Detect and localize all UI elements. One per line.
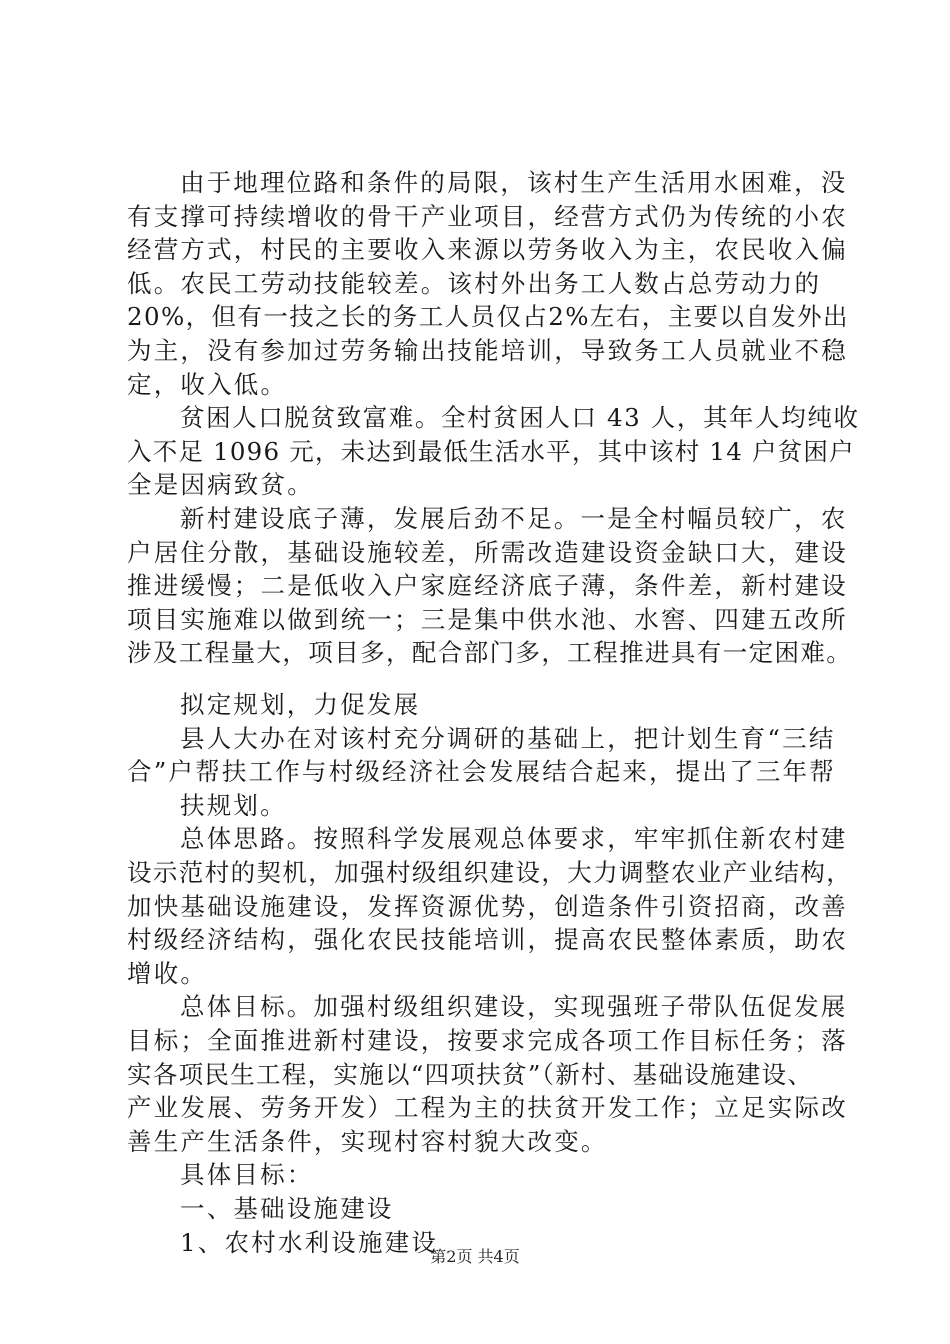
list-item: 一、基础设施建设 bbox=[180, 1194, 394, 1223]
paragraph-line: 20%，但有一技之长的务工人员仅占2%左右，主要以自发外出 bbox=[127, 302, 849, 331]
paragraph-line: 推进缓慢；二是低收入户家庭经济底子薄，条件差，新村建设 bbox=[127, 571, 848, 600]
paragraph-line: 扶规划。 bbox=[180, 791, 287, 820]
paragraph-line: 目标；全面推进新村建设，按要求完成各项工作目标任务；落 bbox=[127, 1026, 848, 1055]
paragraph-line: 善生产生活条件，实现村容村貌大改变。 bbox=[127, 1127, 608, 1156]
paragraph-line: 县人大办在对该村充分调研的基础上，把计划生育“三结 bbox=[180, 724, 836, 753]
list-item: 1、农村水利设施建设 bbox=[180, 1228, 439, 1257]
paragraph-line: 总体思路。按照科学发展观总体要求，牢牢抓住新农村建 bbox=[180, 824, 848, 853]
paragraph-line: 户居住分散，基础设施较差，所需改造建设资金缺口大，建设 bbox=[127, 538, 848, 567]
paragraph-line: 村级经济结构，强化农民技能培训，提高农民整体素质，助农 bbox=[127, 925, 848, 954]
paragraph-line: 全是因病致贫。 bbox=[127, 470, 314, 499]
paragraph-line: 入不足 1096 元，未达到最低生活水平，其中该村 14 户贫困户 bbox=[127, 437, 855, 466]
paragraph-line: 加快基础设施建设，发挥资源优势，创造条件引资招商，改善 bbox=[127, 892, 848, 921]
paragraph-line: 低。农民工劳动技能较差。该村外出务工人数占总劳动力的 bbox=[127, 269, 822, 298]
paragraph-line: 总体目标。加强村级组织建设，实现强班子带队伍促发展 bbox=[180, 992, 848, 1021]
paragraph-line: 产业发展、劳务开发）工程为主的扶贫开发工作；立足实际改 bbox=[127, 1093, 848, 1122]
paragraph-line: 实各项民生工程，实施以“四项扶贫”（新村、基础设施建设、 bbox=[127, 1060, 814, 1089]
section-heading: 拟定规划，力促发展 bbox=[180, 690, 421, 719]
paragraph-line: 项目实施难以做到统一；三是集中供水池、水窖、四建五改所 bbox=[127, 605, 848, 634]
paragraph-line: 增收。 bbox=[127, 959, 208, 988]
page-number: 第2页 共4页 bbox=[430, 1247, 520, 1266]
paragraph-line: 由于地理位路和条件的局限，该村生产生活用水困难，没 bbox=[180, 168, 848, 197]
paragraph-line: 经营方式，村民的主要收入来源以劳务收入为主，农民收入偏 bbox=[127, 235, 848, 264]
paragraph-line: 设示范村的契机，加强村级组织建设，大力调整农业产业结构， bbox=[127, 858, 853, 887]
paragraph-line: 有支撑可持续增收的骨干产业项目，经营方式仍为传统的小农 bbox=[127, 202, 848, 231]
paragraph-line: 涉及工程量大，项目多，配合部门多，工程推进具有一定困难。 bbox=[127, 638, 853, 667]
paragraph-line: 定，收入低。 bbox=[127, 370, 288, 399]
paragraph-line: 贫困人口脱贫致富难。全村贫困人口 43 人，其年人均纯收 bbox=[180, 403, 860, 432]
paragraph-line: 合”户帮扶工作与村级经济社会发展结合起来，提出了三年帮 bbox=[127, 757, 836, 786]
paragraph-line: 为主，没有参加过劳务输出技能培训，导致务工人员就业不稳 bbox=[127, 336, 848, 365]
paragraph-line: 新村建设底子薄，发展后劲不足。一是全村幅员较广，农 bbox=[180, 504, 848, 533]
paragraph-line: 具体目标： bbox=[180, 1160, 314, 1189]
